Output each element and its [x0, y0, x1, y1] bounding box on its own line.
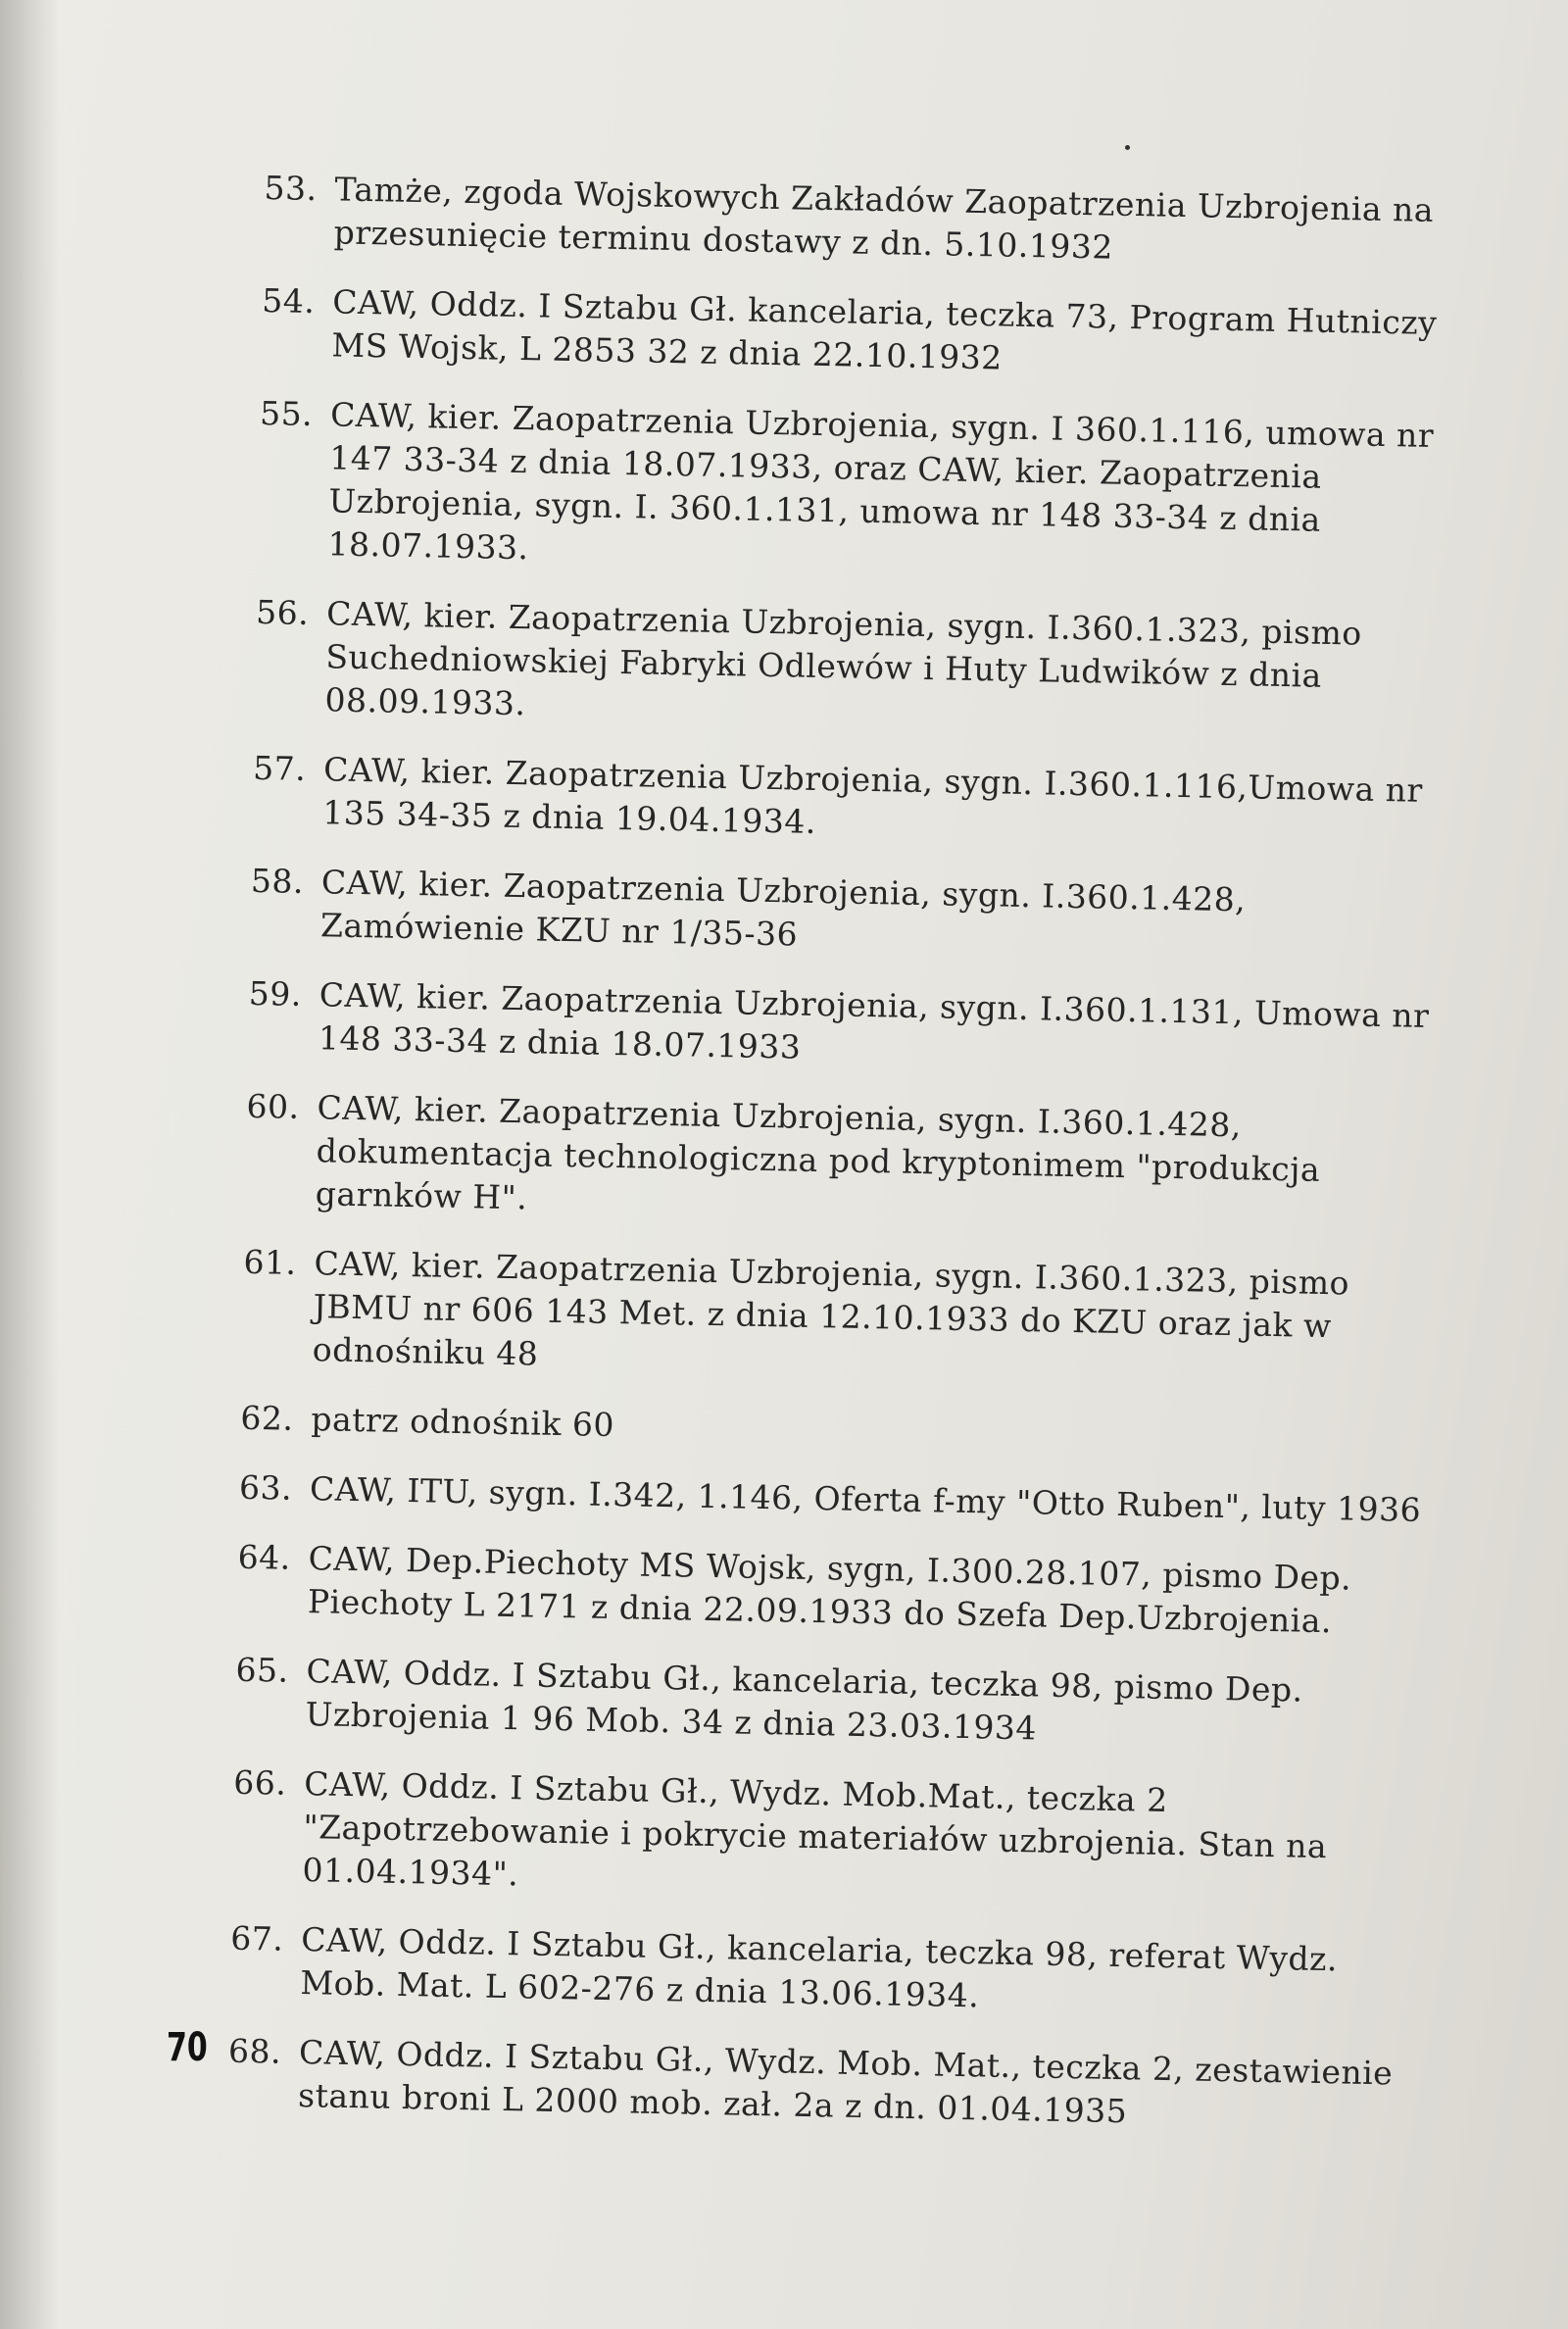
footnote-text: Tamże, zgoda Wojskowych Zakładów Zaopatrzenia Uzbrojenia na przesunięcie terminu dostawy z dn. 5.10.1932	[333, 170, 1435, 267]
footnote-67	[229, 1917, 1416, 2026]
footnote-59	[248, 972, 1435, 1081]
footnote-number: 58.	[250, 861, 305, 901]
footnote-61	[241, 1241, 1429, 1393]
footnote-number: 63.	[238, 1467, 293, 1508]
footnote-text: patrz odnośnik 60	[311, 1400, 615, 1445]
footnote-number: 68.	[227, 2031, 282, 2071]
footnote-text: CAW, Oddz. I Sztabu Gł. kancelaria, teczka 73, Program Hutniczy MS Wojsk, L 2853 32 z dnia 22.10.1932	[331, 282, 1438, 377]
footnote-text: CAW, Oddz. I Sztabu Gł., kancelaria, teczka 98, pismo Dep. Uzbrojenia 1 96 Mob. 34 z dnia 23.03.1934	[305, 1652, 1303, 1748]
footnote-number: 59.	[248, 973, 303, 1014]
footnote-text: CAW, kier. Zaopatrzenia Uzbrojenia, sygn. I.360.1.116,Umowa nr 135 34-35 z dnia 19.04.1934.	[321, 750, 1424, 841]
footnote-60	[244, 1085, 1432, 1237]
footnote-number: 62.	[240, 1398, 294, 1438]
footnote-number: 54.	[262, 280, 316, 322]
footnote-number: 65.	[235, 1650, 289, 1690]
footnote-text: CAW, kier. Zaopatrzenia Uzbrojenia, sygn. I.360.1.323, pismo Suchedniowskiej Fabryki Odlewów i Huty Ludwików z dnia 08.09.1933.	[324, 594, 1363, 723]
footnote-66	[231, 1761, 1419, 1913]
footnote-text: CAW, kier. Zaopatrzenia Uzbrojenia, sygn. I.360.1.131, Umowa nr 148 33-34 z dnia 18.07.1933	[318, 975, 1430, 1066]
footnote-text: CAW, kier. Zaopatrzenia Uzbrojenia, sygn. I.360.1.323, pismo JBMU nr 606 143 Met. z dnia 12.10.1933 do KZU oraz jak w odnośniku 48	[312, 1244, 1350, 1373]
footnote-number: 61.	[243, 1242, 297, 1282]
footnote-number: 64.	[237, 1537, 292, 1577]
footnote-text: CAW, kier. Zaopatrzenia Uzbrojenia, sygn. I 360.1.116, umowa nr 147 33-34 z dnia 18.07.1933, oraz CAW, kier. Zaopatrzenia Uzbrojenia, sygn. I. 360.1.131, umowa nr 148 33-34 z dnia 18.07.1933.	[327, 395, 1435, 568]
footnotes-list	[226, 167, 1449, 2165]
footnote-53	[263, 167, 1449, 275]
page-number: 70	[167, 2025, 208, 2070]
footnote-text: CAW, Oddz. I Sztabu Gł., Wydz. Mob.Mat., teczka 2 "Zapotrzebowanie i pokrycie materiałów uzbrojenia. Stan na 01.04.1934".	[302, 1764, 1328, 1894]
footnote-62	[240, 1397, 1427, 1462]
footnote-number: 67.	[229, 1918, 284, 1958]
footnote-57	[252, 747, 1439, 856]
footnote-text: CAW, Oddz. I Sztabu Gł., kancelaria, teczka 98, referat Wydz. Mob. Mat. L 602-276 z dnia 13.06.1934.	[300, 1920, 1339, 2015]
footnote-text: CAW, Dep.Piechoty MS Wojsk, sygn, I.300.28.107, pismo Dep. Piechoty L 2171 z dnia 22.09.1933 do Szefa Dep.Uzbrojenia.	[307, 1539, 1352, 1641]
footnote-68	[227, 2030, 1414, 2139]
footnote-56	[254, 591, 1442, 743]
footnote-text: CAW, kier. Zaopatrzenia Uzbrojenia, sygn. I.360.1.428, Zamówienie KZU nr 1/35-36	[319, 863, 1247, 954]
footnote-number: 57.	[252, 748, 307, 788]
footnote-number: 60.	[246, 1086, 300, 1126]
ink-speck	[1125, 145, 1130, 150]
footnote-64	[236, 1536, 1423, 1645]
footnote-number: 53.	[264, 168, 318, 209]
footnote-58	[250, 860, 1437, 968]
footnote-text: CAW, kier. Zaopatrzenia Uzbrojenia, sygn. I.360.1.428, dokumentacja technologiczna pod kryptonimem "produkcja garnków H".	[315, 1088, 1321, 1217]
footnote-54	[261, 279, 1447, 388]
footnote-text: CAW, Oddz. I Sztabu Gł., Wydz. Mob. Mat., teczka 2, zestawienie stanu broni L 2000 mob. zał. 2a z dn. 01.04.1935	[297, 2033, 1394, 2131]
footnote-55	[257, 392, 1446, 587]
footnote-number: 55.	[259, 393, 314, 433]
footnote-65	[234, 1649, 1421, 1758]
page-gutter-shadow	[0, 0, 59, 2329]
footnote-number: 66.	[232, 1762, 287, 1803]
footnote-text: CAW, ITU, sygn. I.342, 1.146, Oferta f-my "Otto Ruben", luty 1936	[309, 1469, 1422, 1529]
footnote-63	[239, 1466, 1426, 1532]
footnote-number: 56.	[255, 592, 310, 632]
